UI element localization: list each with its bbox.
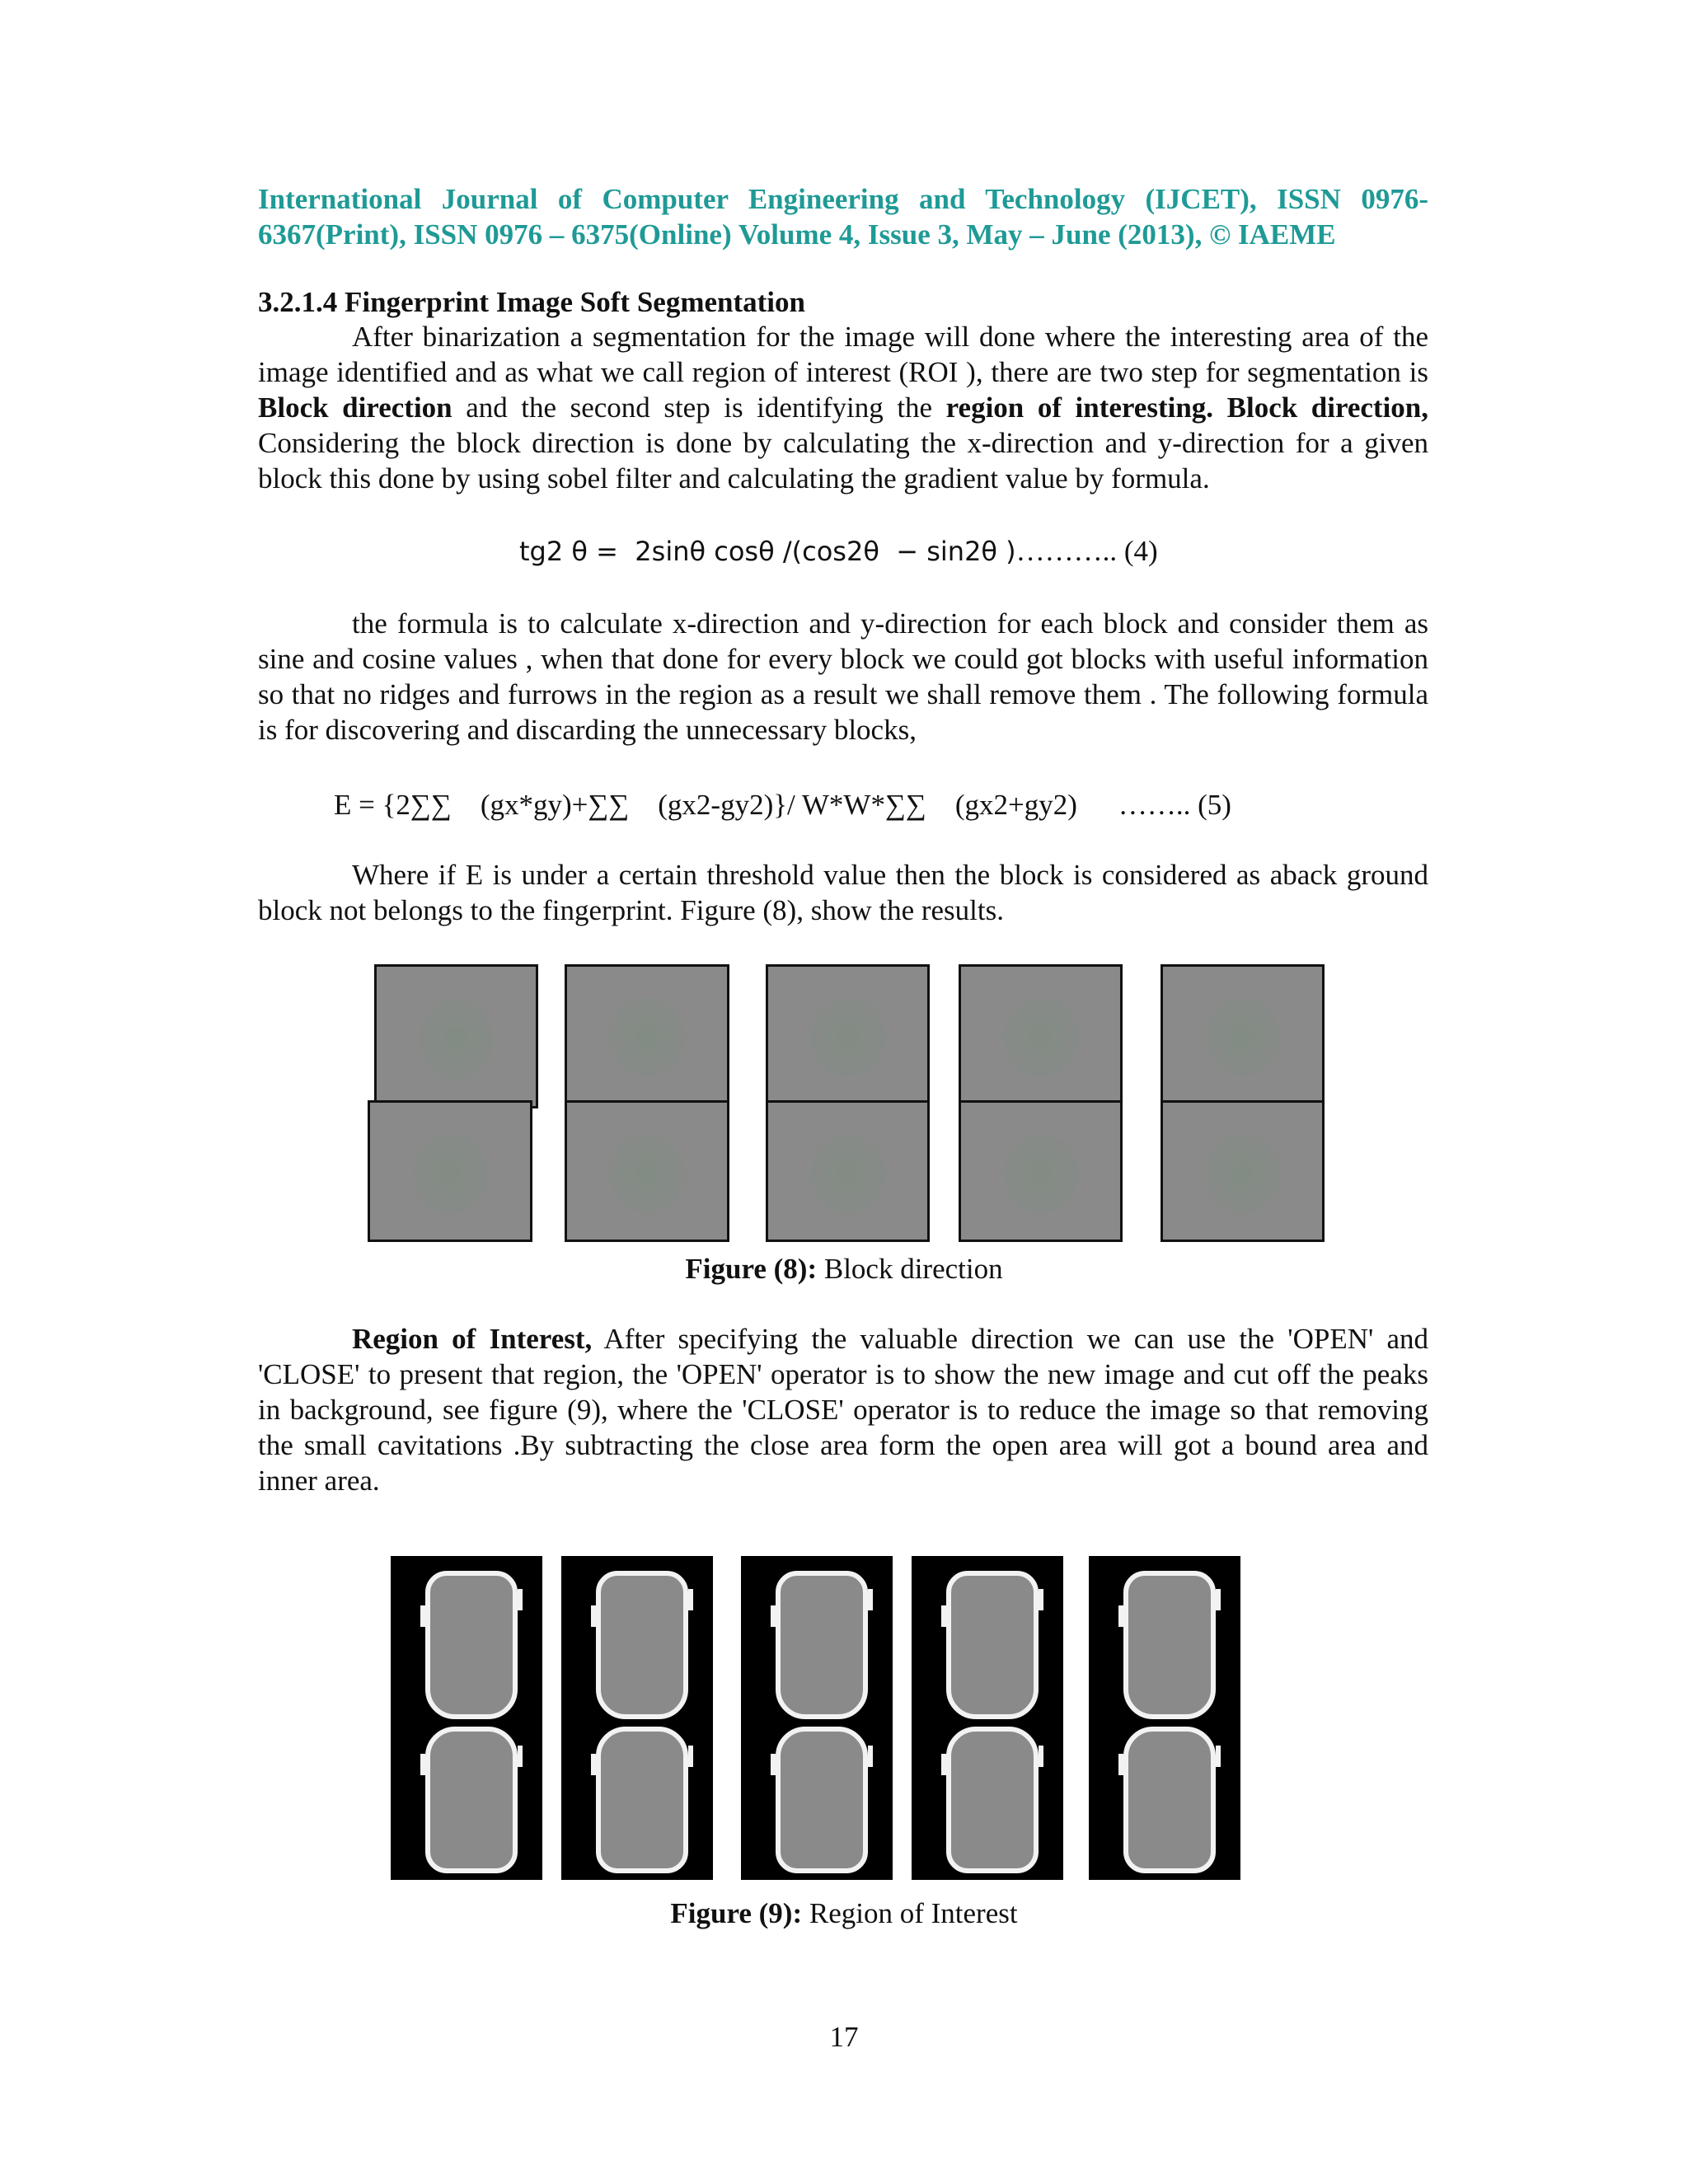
roi-edge-step xyxy=(688,1589,693,1610)
block-direction-image xyxy=(565,1100,729,1242)
equation-5 xyxy=(334,787,1231,823)
roi-edge-step xyxy=(518,1746,523,1767)
journal-header: International Journal of Computer Engineering and Technology (IJCET), ISSN 0976-6367(Print), ISSN 0976 – 6375(Online) Volume 4, Issue 3, May – June (2013), © IAEME xyxy=(258,183,1428,251)
para2-text: the formula is to calculate x-direction and y-direction for each block and consider them as sine and cosine values , when that done for every block we could got blocks with useful information so that no ridges and furrows in the region as a result we shall remove them . The following formula is for discovering and discarding the unnecessary blocks, xyxy=(258,607,1428,746)
roi-edge-step xyxy=(420,1605,425,1627)
roi-edge-step xyxy=(868,1589,873,1610)
roi-edge-step xyxy=(688,1746,693,1767)
roi-edge-step xyxy=(1118,1754,1123,1775)
roi-edge-step xyxy=(518,1589,523,1610)
page-number: 17 xyxy=(829,2021,859,2053)
para1-bold-region: region of interesting. xyxy=(945,391,1214,424)
paragraph-region-of-interest xyxy=(258,1321,1428,1498)
equation-5-label: …….. (5) xyxy=(1118,789,1231,821)
block-direction-image xyxy=(565,964,729,1104)
para1-text-c: Considering the block direction is done by calculating the x-direction and y-direction for a given block this done by using sobel filter and calculating the gradient value by formula. xyxy=(258,427,1428,494)
block-direction-image xyxy=(959,1100,1123,1242)
roi-edge-step xyxy=(1039,1589,1043,1610)
equation-4 xyxy=(519,533,1158,569)
equation-4-formula: tg2 θ = 2sinθ cosθ /(cos2θ − sin2θ ) xyxy=(519,536,1016,567)
block-direction-image xyxy=(1160,964,1325,1104)
figure-8-caption-label: Figure (8): xyxy=(685,1253,818,1285)
block-direction-image xyxy=(368,1100,532,1242)
roi-lower-region xyxy=(776,1727,868,1873)
roi-edge-step xyxy=(941,1605,946,1627)
roi-lower-region xyxy=(1123,1727,1216,1873)
figure-8-caption-text: Block direction xyxy=(817,1253,1003,1285)
section-heading: 3.2.1.4 Fingerprint Image Soft Segmentation xyxy=(258,286,805,318)
paragraph-segmentation xyxy=(258,319,1428,496)
roi-lower-region xyxy=(596,1727,688,1873)
roi-edge-step xyxy=(1039,1746,1043,1767)
block-direction-image xyxy=(959,964,1123,1104)
figure-9-caption-text: Region of Interest xyxy=(802,1897,1018,1929)
para1-text-b: and the second step is identifying the xyxy=(452,391,946,424)
para1-bold-block-direction-2: Block direction, xyxy=(1226,391,1429,424)
roi-edge-step xyxy=(591,1605,596,1627)
block-direction-image xyxy=(1160,1100,1325,1242)
para4-bold-roi: Region of Interest, xyxy=(352,1323,593,1355)
roi-upper-region xyxy=(776,1571,868,1719)
para3-text: Where if E is under a certain threshold value then the block is considered as aback ground block not belongs to the fingerprint. Figure (8), show the results. xyxy=(258,859,1428,926)
paragraph-threshold xyxy=(258,857,1428,928)
roi-edge-step xyxy=(868,1746,873,1767)
para4-text: After specifying the valuable direction we can use the 'OPEN' and 'CLOSE' to present that region, the 'OPEN' operator is to show the new image and cut off the peaks in background, see figure (9), where the 'CLOSE' operator is to reduce the image so that removing the small cavitations .By subtracting the close area form the open area will got a bound area and inner area. xyxy=(258,1323,1428,1497)
roi-image xyxy=(912,1556,1063,1880)
equation-4-label: ……….. (4) xyxy=(1015,535,1158,567)
block-direction-image xyxy=(766,1100,930,1242)
roi-edge-step xyxy=(420,1754,425,1775)
roi-edge-step xyxy=(771,1605,776,1627)
para1-text-a: After binarization a segmentation for the image will done where the interesting area of the image identified and as what we call region of interest (ROI ), there are two step for segmentation is xyxy=(258,321,1428,388)
roi-lower-region xyxy=(946,1727,1039,1873)
figure-9-caption xyxy=(0,1896,1688,1931)
equation-5-formula: E = {2∑∑ (gx*gy)+∑∑ (gx2-gy2)}/ W*W*∑∑ (gx2+gy2) xyxy=(334,789,1077,821)
roi-edge-step xyxy=(941,1754,946,1775)
roi-edge-step xyxy=(1216,1589,1221,1610)
roi-upper-region xyxy=(1123,1571,1216,1719)
roi-upper-region xyxy=(946,1571,1039,1719)
roi-image xyxy=(391,1556,542,1880)
roi-edge-step xyxy=(591,1754,596,1775)
roi-upper-region xyxy=(425,1571,518,1719)
roi-edge-step xyxy=(1216,1746,1221,1767)
block-direction-image xyxy=(374,964,538,1108)
roi-image xyxy=(561,1556,713,1880)
roi-edge-step xyxy=(1118,1605,1123,1627)
para1-bold-block-direction: Block direction xyxy=(258,391,452,424)
paragraph-formula-explanation xyxy=(258,606,1428,748)
block-direction-image xyxy=(766,964,930,1104)
roi-lower-region xyxy=(425,1727,518,1873)
figure-8-caption xyxy=(0,1251,1688,1286)
roi-image xyxy=(741,1556,893,1880)
roi-edge-step xyxy=(771,1754,776,1775)
roi-image xyxy=(1089,1556,1240,1880)
figure-9-caption-label: Figure (9): xyxy=(670,1897,803,1929)
roi-upper-region xyxy=(596,1571,688,1719)
